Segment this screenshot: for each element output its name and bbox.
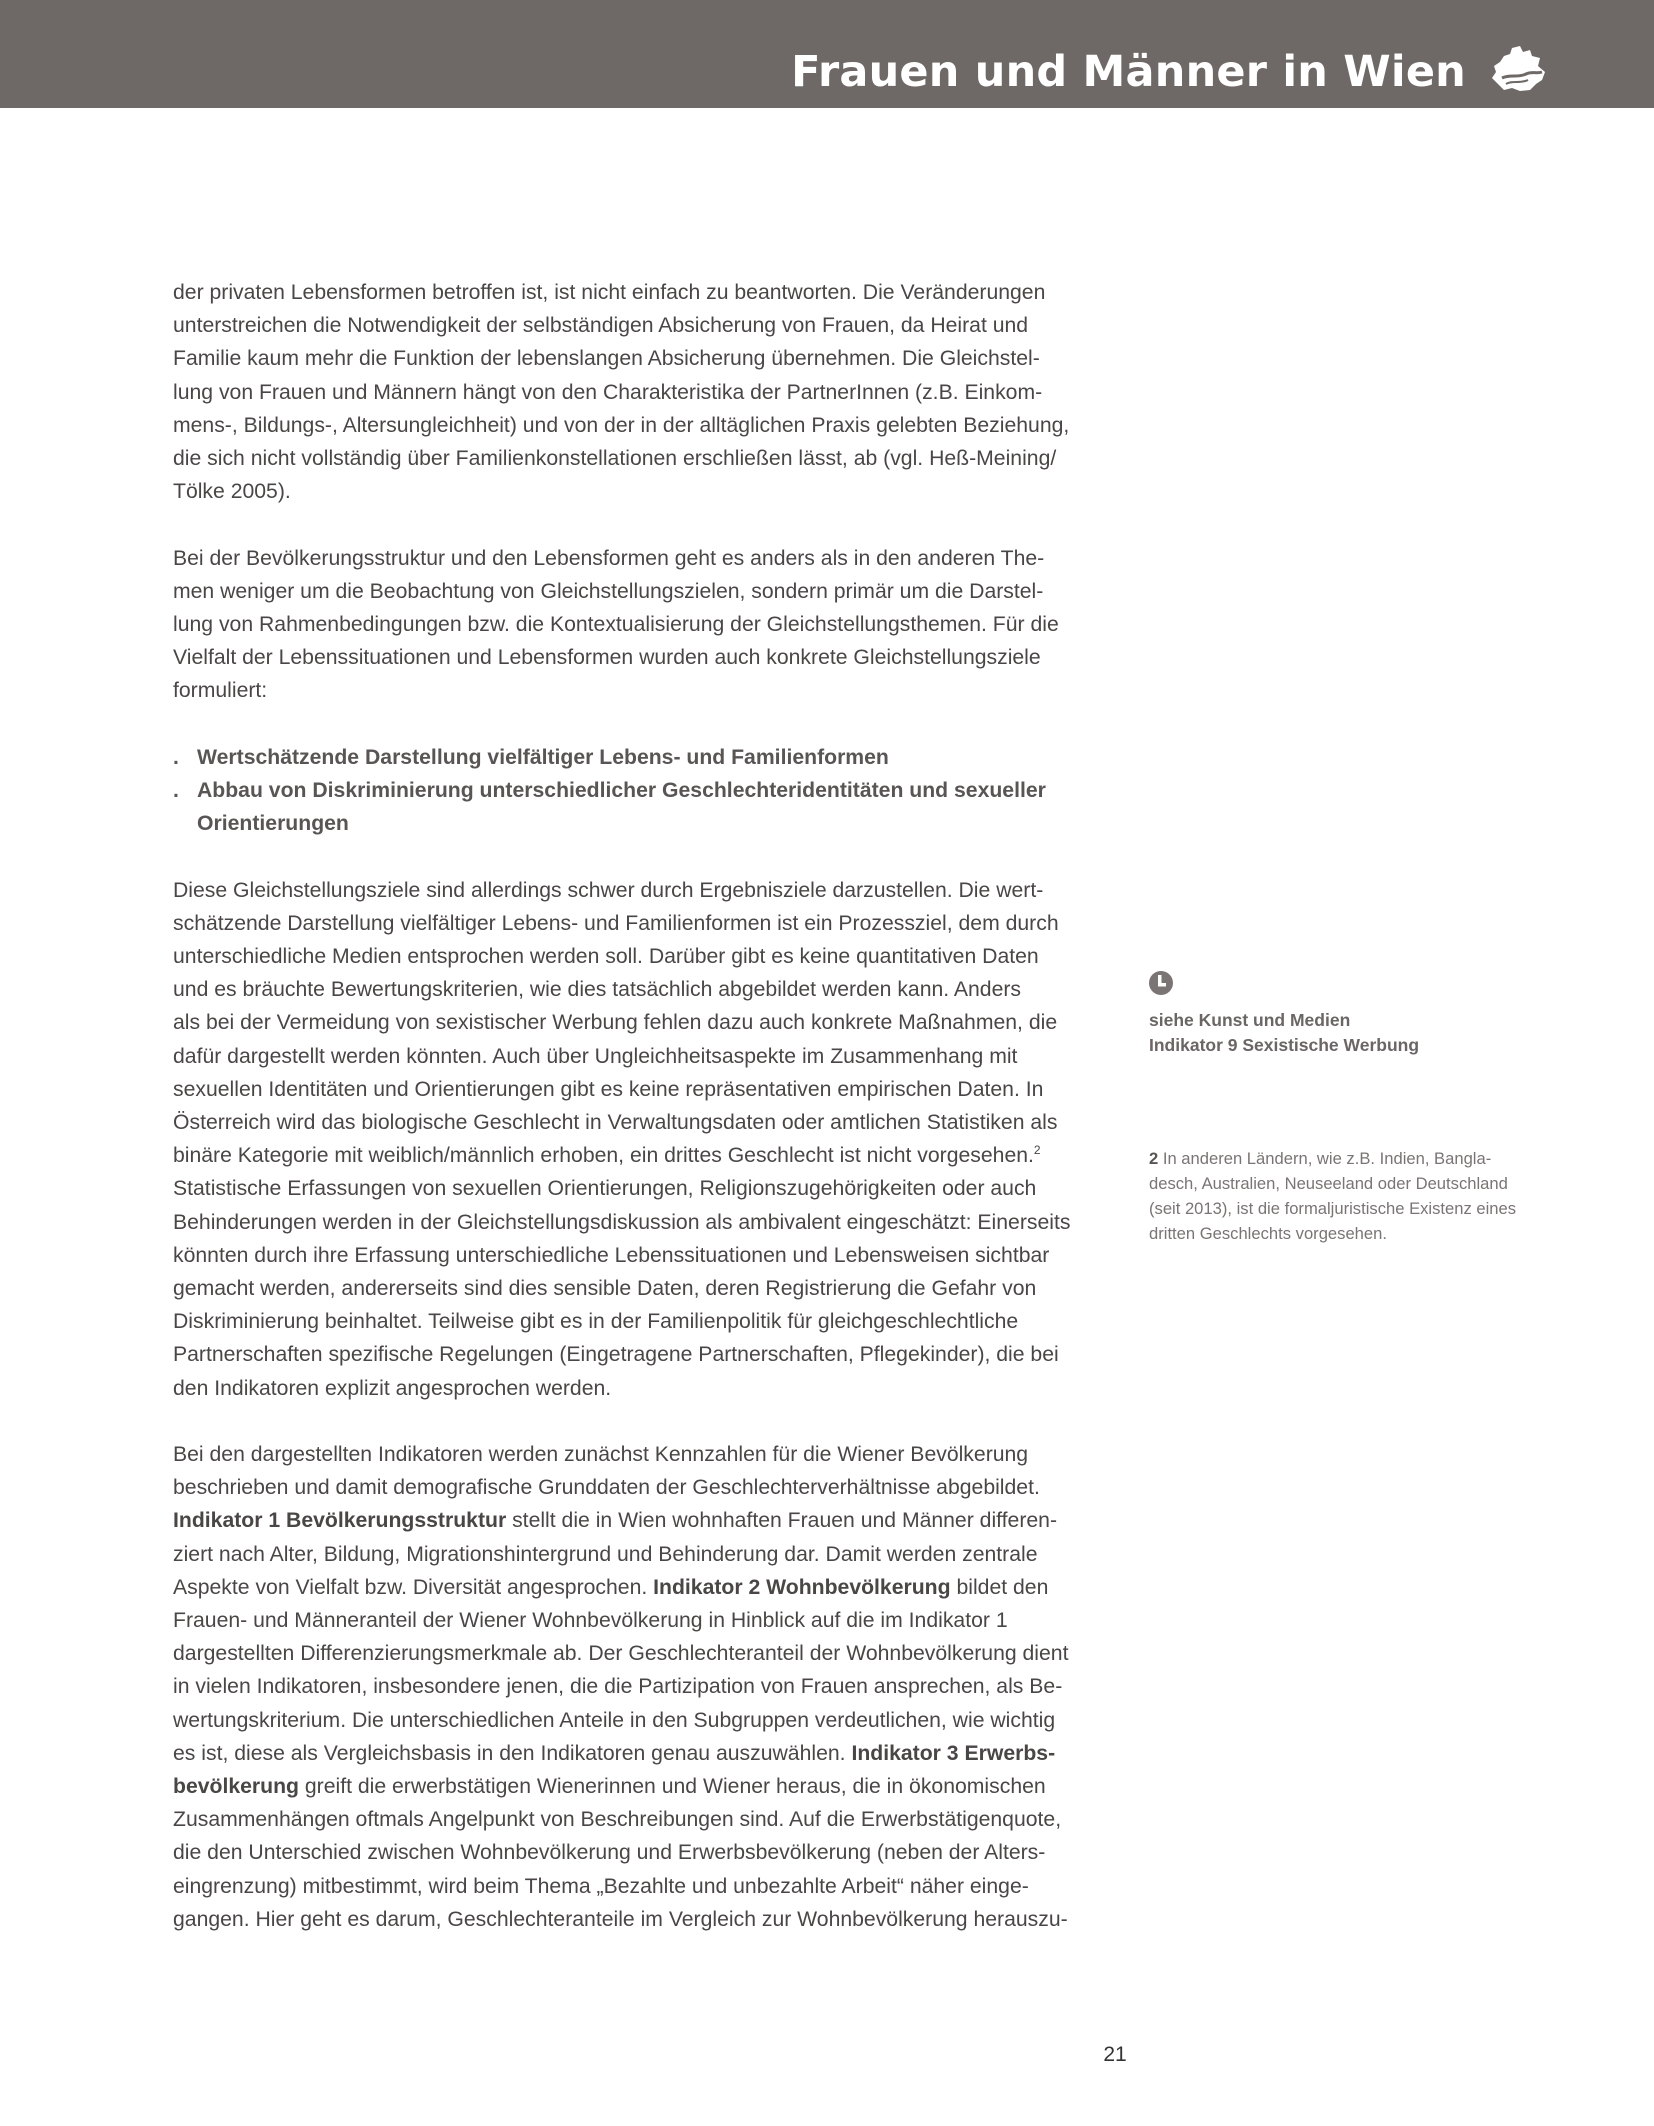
paragraph-1: der privaten Lebensformen betroffen ist, ist nicht einfach zu beantworten. Die Veränderungen unterstreichen die Notwendigkeit der selbständigen Absicherung von Frauen, da Heirat und Familie kaum mehr die Funktion der lebenslangen Absicherung übernehmen. Die Gleichstel- lung von Frauen und Männern hängt von den Charakteristika der PartnerInnen (z.B. Einkom- mens-, Bildungs-, Altersungleichheit) und von der in der alltäglichen Praxis gelebten Beziehung, die sich nicht vollständig über Familienkonstellationen erschließen lässt, ab (vgl. Heß-Meining/ Tölke 2005).	[173, 281, 1070, 504]
paragraph-4: Bei den dargestellten Indikatoren werden zunächst Kennzahlen für die Wiener Bevölkerung beschrieben und damit demografische Grunddaten der Geschlechterverhältnisse abgebildet. Indikator 1 Bevölkerungsstruktur stellt die in Wien wohnhaften Frauen und Männer differen- ziert nach Alter, Bildung, Migrationshintergrund und Behinderung dar. Damit werden zentrale Aspekte von Vielfalt bzw. Diversität angesprochen. Indikator 2 Wohnbevölkerung bildet den Frauen- und Männeranteil der Wiener Wohnbevölkerung in Hinblick auf die im Indikator 1 dargestellten Differenzierungsmerkmale ab. Der Geschlechteranteil der Wohnbevölkerung dient in vielen Indikatoren, insbesondere jenen, die die Partizipation von Frauen ansprechen, als Be- wertungskriterium. Die unterschiedlichen Anteile in den Subgruppen verdeutlichen, wie wichtig es ist, diese als Vergleichsbasis in den Indikatoren genau auszuwählen. Indikator 3 Erwerbs- bevölkerung greift die erwerbstätigen Wienerinnen und Wiener heraus, die in ökonomischen Zusammenhängen oftmals Angelpunkt von Beschreibungen sind. Auf die Erwerbstätigenquote, die den Unterschied zwischen Wohnbevölkerung und Erwerbsbevölkerung (neben der Alters- eingrenzung) mitbestimmt, wird beim Thema „Bezahlte und unbezahlte Arbeit“ näher einge- gangen. Hier geht es darum, Geschlechteranteile im Vergleich zur Wohnbevölkerung herauszu-	[173, 1443, 1069, 1931]
footnote: 2 In anderen Ländern, wie z.B. Indien, Bangla- desch, Australien, Neuseeland oder Deutschland (seit 2013), ist die formaljuristische Existenz eines dritten Geschlechts vorgesehen.	[1149, 1149, 1517, 1243]
vienna-map-icon	[1490, 44, 1548, 94]
bullet: .	[173, 779, 179, 803]
footnote-mark: 2	[1033, 1143, 1041, 1158]
goals-list	[173, 741, 1113, 841]
header-title: Frauen und Männer in Wien	[791, 47, 1466, 97]
reference-line-2: Indikator 9 Sexistische Werbung	[1149, 1035, 1420, 1055]
reference-marker-icon	[1149, 970, 1173, 996]
bullet: .	[173, 745, 179, 769]
cross-reference	[1149, 970, 1549, 1058]
main-text	[173, 276, 1113, 1936]
list-item: . Wertschätzende Darstellung vielfältiger Lebens- und Familienformen	[173, 741, 1113, 774]
list-item: . Abbau von Diskriminierung unterschiedlicher Geschlechteridentitäten und sexueller Orientierungen	[173, 774, 1113, 840]
page-number: 21	[1103, 2043, 1127, 2066]
indicator-3-ref: Indikator 3 Erwerbs-	[851, 1741, 1056, 1765]
paragraph-2: Bei der Bevölkerungsstruktur und den Lebensformen geht es anders als in den anderen The- men weniger um die Beobachtung von Gleichstellungszielen, sondern primär um die Darstel- lung von Rahmenbedingungen bzw. die Kontextualisierung der Gleichstellungsthemen. Für die Vielfalt der Lebenssituationen und Lebensformen wurden auch konkrete Gleichstellungsziele formuliert:	[173, 546, 1059, 703]
indicator-2-ref: Indikator 2 Wohnbevölkerung	[653, 1575, 951, 1599]
reference-line-1: siehe Kunst und Medien	[1149, 1010, 1351, 1030]
footnote-number: 2	[1149, 1149, 1159, 1168]
indicator-1-ref: Indikator 1 Bevölkerungsstruktur	[173, 1509, 507, 1533]
page-header	[0, 0, 1654, 108]
paragraph-3: Diese Gleichstellungsziele sind allerdings schwer durch Ergebnisziele darzustellen. Die wert- schätzende Darstellung vielfältiger Lebens- und Familienformen ist ein Prozessziel, dem durch unterschiedliche Medien entsprochen werden soll. Darüber gibt es keine quantitativen Daten und es bräuchte Bewertungskriterien, wie dies tatsächlich abgebildet werden kann. Anders als bei der Vermeidung von sexistischer Werbung fehlen dazu auch konkrete Maßnahmen, die dafür dargestellt werden könnten. Auch über Ungleichheitsaspekte im Zusammenhang mit sexuellen Identitäten und Orientierungen gibt es keine repräsentativen empirischen Daten. In Österreich wird das biologische Geschlecht in Verwaltungsdaten oder amtlichen Statistiken als binäre Kategorie mit weiblich/männlich erhoben, ein drittes Geschlecht ist nicht vorgesehen.$^2$ Statistische Erfassungen von sexuellen Orientierungen, Religionszugehörigkeiten oder auch Behinderungen werden in der Gleichstellungsdiskussion als ambivalent eingeschätzt: Einerseits könnten durch ihre Erfassung unterschiedliche Lebenssituationen und Lebensweisen sichtbar gemacht werden, andererseits sind dies sensible Daten, deren Registrierung die Gefahr von Diskriminierung beinhaltet. Teilweise gibt es in der Familienpolitik für gleichgeschlechtliche Partnerschaften spezifische Regelungen (Eingetragene Partnerschaften, Pflegekinder), die bei den Indikatoren explizit angesprochen werden.	[173, 878, 1071, 1400]
